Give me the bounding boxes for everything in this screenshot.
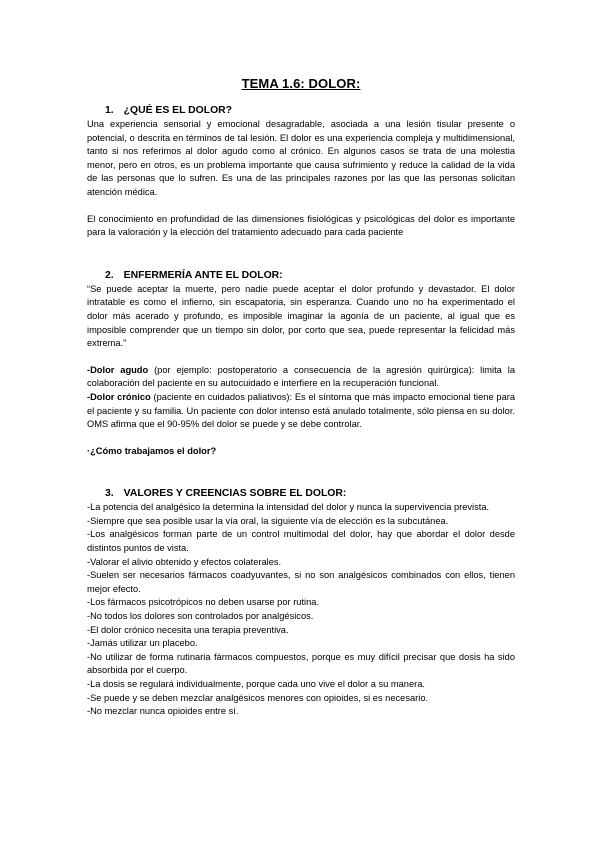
list-item: -Siempre que sea posible usar la vía oral, la siguiente vía de elección es la subcutánea. <box>87 515 449 526</box>
section-heading-2 <box>105 270 515 281</box>
paragraph: Una experiencia sensorial y emocional desagradable, asociada a una lesión tisular presente o potencial, o descrita en términos de tal lesión. El dolor es una experiencia compleja y multidimensional, tanto si nos referimos al dolor agudo como al crónico. En algunos casos se trata de una molestia menor, pero en otros, es un problema importante que causa sufrimiento y reduce la calidad de la vida de las personas que lo sufren. Es una de las principales razones por las que las personas solicitan atención médica. <box>87 119 515 197</box>
list-item: -Se puede y se deben mezclar analgésicos menores con opioides, si es necesario. <box>87 692 429 703</box>
section-heading-1 <box>105 105 515 116</box>
section-title: VALORES Y CREENCIAS SOBRE EL DOLOR: <box>123 488 347 500</box>
list-item: -Jamás utilizar un placebo. <box>87 638 198 649</box>
section-heading-3 <box>105 488 515 499</box>
page-title: TEMA 1.6: DOLOR: <box>241 76 361 91</box>
section-number: 3. <box>105 488 114 500</box>
list-item: -El dolor crónico necesita una terapia preventiva. <box>87 624 289 635</box>
list-item: -Suelen ser necesarios fármacos coadyuvantes, si no son analgésicos combinados con ellos, tienen mejor efecto. <box>87 570 515 594</box>
list-item: -Los analgésicos forman parte de un control multimodal del dolor, hay que abordar el dolor desde distintos puntos de vista. <box>87 529 515 554</box>
section-number: 1. <box>105 105 114 116</box>
chronic-pain-text: (paciente en cuidados paliativos): Es el síntoma que más impacto emocional tiene para el paciente y su familia. Un paciente con dolor intenso está anulado totalmente, sólo piensa en su dolor. OMS afirma que el 90-95% del dolor se puede y se debe controlar. <box>87 391 516 430</box>
list-item: -No utilizar de forma rutinaria fármacos compuestos, porque es muy difícil precisar que dosis ha sido absorbida por el cuerpo. <box>87 651 515 676</box>
acute-pain-label: -Dolor agudo <box>87 364 149 375</box>
chronic-pain-label: -Dolor crónico <box>87 391 151 402</box>
section-title: ENFERMERÍA ANTE EL DOLOR: <box>123 269 283 281</box>
list-item: -Los fármacos psicotrópicos no deben usarse por rutina. <box>87 597 320 608</box>
acute-pain-paragraph <box>87 364 515 391</box>
beliefs-list <box>87 501 515 719</box>
list-item: -La dosis se regulará individualmente, porque cada uno vive el dolor a su manera. <box>87 679 425 689</box>
section-number: 2. <box>105 269 114 281</box>
acute-pain-text: (por ejemplo: postoperatorio a consecuencia de la agresión quirúrgica): limita la colaboración del paciente en su autocuidado e interfiere en la recuperación funcional. <box>87 364 515 389</box>
paragraph: El conocimiento en profundidad de las dimensiones fisiológicas y psicológicas del dolor es importante para la valoración y la elección del tratamiento adecuado para cada paciente <box>87 213 515 238</box>
document-page <box>87 76 515 719</box>
list-item: -La potencia del analgésico la determina la intensidad del dolor y nunca la supervivencia prevista. <box>87 502 490 513</box>
section-title: ¿QUÉ ES EL DOLOR? <box>123 105 233 116</box>
chronic-pain-paragraph <box>87 391 515 432</box>
quote-paragraph: “Se puede aceptar la muerte, pero nadie puede aceptar el dolor profundo y devastador. El dolor intratable es como el infierno, sin escapatoria, sin esperanza. Cuando uno no ha experimentado el dolor más acerado y profundo, es imposible imaginar la agonía de un paciente, al igual que es imposible comprender que un tiempo sin dolor, por corto que sea, puede representar la felicidad más extrema.” <box>87 283 515 349</box>
list-item: -No todos los dolores son controlados por analgésicos. <box>87 611 314 622</box>
question-line: ·¿Cómo trabajamos el dolor? <box>87 445 217 456</box>
list-item: -No mezclar nunca opioides entre sí. <box>87 706 239 717</box>
list-item: -Valorar el alivio obtenido y efectos colaterales. <box>87 556 282 567</box>
